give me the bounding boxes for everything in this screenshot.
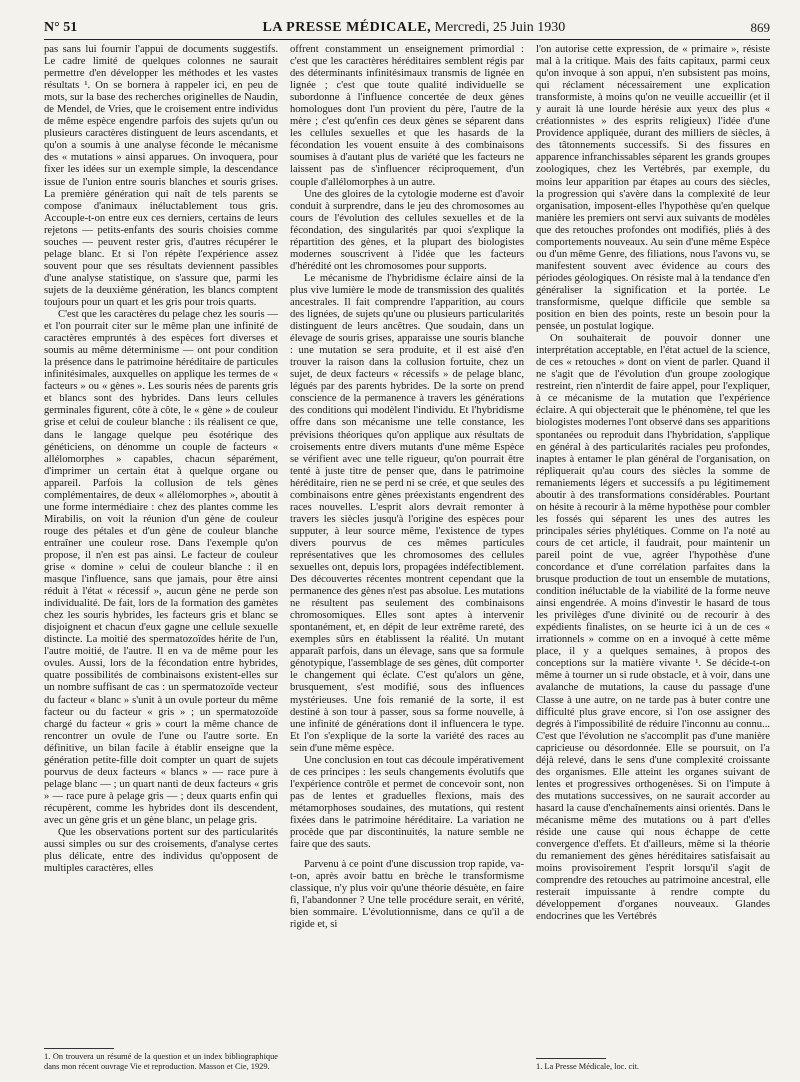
column-2 [290,44,524,1072]
column-3 [536,44,770,1072]
paragraph: Une conclusion en tout cas découle impérativement de ces principes : les seuls changements évolutifs que l'expérience contrôle et permet de concevoir sont, non pas de lentes et graduelles flexions, mais des métamorphoses soudaines, des mutations, qui restent fixées dans le patrimoine héréditaire. La variation ne procède que par discontinuités, la nature semble ne faire que des sauts. [290,754,524,851]
issue-date: Mercredi, 25 Juin 1930 [434,20,566,35]
column-3-body [536,44,770,1052]
paragraph: Le mécanisme de l'hybridisme éclaire ainsi de la plus vive lumière le mode de transmission des qualités ancestrales. Il fait comprendre l'apparition, au cours des lignées, de sujets qu'une ou plusieurs particularités distinguent de leurs ancêtres. Que soudain, dans un élevage de souris grises, apparaisse une souris blanche : une mutation se sera produite, et il est aisé d'en trouver la raison dans la collusion fortuite, chez un sujet, de deux facteurs « récessifs » de pelage blanc, légués par des parents hybrides. De la sorte on prend conscience de la permanence à travers les générations des conditions qui modèlent l'individu. Et l'hybridisme offre dans son mécanisme une telle constance, les prévisions théoriques qu'on applique aux résultats de croisements entre divers mutants d'une même Espèce se vérifient avec une telle rigueur, qu'on pourrait être tenté à juste titre de penser que, dans le patrimoine héréditaire, rien ne se perd ni se crée, et que seules des combinaisons entre gènes préexistants engendrent des races nouvelles. L'esprit alors devrait remonter à travers les siècles jusqu'à l'origine des espèces pour supputer, à leur source même, l'existence de types divers pourvus de ces mêmes particules représentatives que les chromosomes des cellules sexuelles ont, depuis lors, propagées indéfectiblement. Des découvertes récentes montrent cependant que la permanence des gènes n'est pas absolue. Les mutations ne résultent pas seulement des combinaisons chromosomiques. Elles sont aptes à intervenir spontanément, et, en dépit de leur extrême rareté, des exemples sûrs en établissent la réalité. Un mutant apparaît parfois, dans un élevage, sans que sa formule génotypique, l'assemblage de ses gènes, dût comporter le changement qui éclate. C'est qu'alors un gène, brusquement, s'est modifié, sous des influences mystérieuses. Une fois remanié de la sorte, il est destiné à son tour à passer, sous sa forme nouvelle, à une infinité de générations dont il influencera le type. Et l'on s'explique de la sorte la variété des races au sein d'une même espèce. [290,272,524,754]
paragraph: pas sans lui fournir l'appui de documents suggestifs. Le cadre limité de quelques colonnes ne saurait permettre d'en développer les méthodes et les vastes résultats ¹. On se bornera à rappeler ici, en peu de mots, sur la base des recherches originelles de Naudin, de Mendel, de Vries, que le croisement entre individus de même espèce engendre parfois des sujets qu'un ou plusieurs caractères distinguent de leurs ascendants, et qu'on a soumis à une analyse féconde le mécanisme des « mutations » ainsi apparues. On invoquera, pour fixer les idées sur un exemple simple, la descendance issue de l'union entre souris blanches et souris grises. La première génération qui naît de tels parents se compose d'animaux inéluctablement tous gris. Accouple-t-on entre eux ces derniers, certains de leurs rejetons — petits-enfants des souris choisies comme souches — peuvent rester gris, d'autres récupérer le pelage blanc. Et si l'on répète l'expérience assez souvent pour que ses résultats deviennent passibles d'une analyse statistique, on s'assure que, parmi les sujets de la deuxième génération, les blancs comptent toujours pour un quart et les gris pour trois quarts. [44,44,278,308]
running-header [44,14,770,40]
column-1-body [44,44,278,1042]
journal-masthead [262,20,565,36]
paragraph: Parvenu à ce point d'une discussion trop rapide, va-t-on, après avoir battu en brèche le transformisme classique, n'y plus voir qu'une théorie désuète, en faire fi, l'abandonner ? Une telle procédure serait, en vérité, bien sommaire. L'évolutionnisme, dans ce qu'il a de rigide et, si [290,859,524,931]
paragraph: Que les observations portent sur des particularités aussi simples ou sur des croisements, d'analyse certes plus délicate, entre des individus qu'opposent de multiples caractères, elles [44,827,278,875]
paragraph: l'on autorise cette expression, de « primaire », résiste mal à la critique. Mais des faits capitaux, parmi ceux qu'on invoque à son appui, n'en subsistent pas moins, qui réclament nécessairement une explication transformiste, à moins qu'on ne veuille accueillir (et il y aurait là une lourde hérésie aux yeux des plus « créationnistes » des esprits religieux) l'idée d'une Providence appliquée, durant des milliers de siècles, à des tâtonnements successifs. Si des fissures en apparence infranchissables séparent les grands groupes zoologiques, chez les Vertébrés, par exemple, du moins leur apparition par étapes au cours des siècles, la progression qui s'avère dans la complexité de leur organisation, imposent-elles l'hypothèse qu'en quelque manière les premiers ont servi aux suivants de modèles que des retouches profondes ont modifiés, pliés à des comportements nouveaux. Au sein d'une même Espèce ou d'un même Genre, des filiations, nous l'avons vu, se manifestent souvent avec évidence au cours des périodes géologiques. On résiste mal à la tendance d'en généraliser la signification et la portée. Le transformisme, quelque difficile que semble sa position en bien des points, reste un besoin pour la pensée, un postulat logique. [536,44,770,333]
paragraph: Une des gloires de la cytologie moderne est d'avoir conduit à surprendre, dans le jeu des chromosomes au cours de l'évolution des cellules sexuelles et de la fécondation, des singularités par quoi s'explique la répartition des gènes, et la plupart des biologistes modernes souscrivent à l'idée que les facteurs d'hérédité ont les chromosomes pour supports. [290,188,524,272]
paragraph: On souhaiterait de pouvoir donner une interprétation acceptable, en l'état actuel de la science, de ces « retouches » dont on vient de parler. Quand il ne s'agit que de l'évolution d'un groupe zoologique restreint, rien n'interdit de faire appel, pour l'expliquer, à ce mécanisme de la mutation que l'expérience éclaire. A qui objecterait que le phénomène, tel que les biologistes modernes l'ont observé dans ses apparitions spontanées ou reproduit dans l'hybridation, s'applique en général à des particularités raciales peu profondes, inaptes à entamer le plan général de l'organisation, on répliquerait qu'au cours des siècles la somme de remaniements légers et successifs a pu légitimement aboutir à des transformations considérables. Pourtant on hésite à recourir à la même hypothèse pour combler les fossés qui séparent les unes des autres les principales séries phylétiques. Comme on l'a noté au cours de cet article, il faudrait, pour maintenir un pareil point de vue, agréer l'hypothèse d'une concordance et d'une corrélation parfaites dans la brusque production de tout un ensemble de mutations, condition inéluctable de la viabilité de la forme neuve ainsi engendrée. A moins d'investir le hasard de tous les privilèges d'une divinité ou de recourir à des expédients finalistes, on se heurte ici à un de ces « irrationnels » comme on en a invoqué à cette même place, il y a quelques semaines, à propos des conceptions sur la matière vivante ¹. Se décide-t-on même à tourner un si rude obstacle, et à voir, dans une avalanche de mutations, la cause du passage d'une Classe à une autre, on ne tarde pas à buter contre une difficulté plus grave encore, si l'on ose assigner des degrés à l'impossibilité de réduire l'inconnu au connu... C'est que l'évolution ne s'accomplit pas d'une manière capricieuse ou désordonnée. Elle se poursuit, on l'a déjà relevé, dans le sens d'une complexité croissante des organismes. Elle atteint les organes suivant de lentes et progressives orthogenèses. Si on l'impute à des mutations successives, on ne saurait accorder au hasard la cause d'enchaînements ainsi orientés. Dans le mécanisme même des mutations ou à part d'elles réside une cause qui nous échappe de cette convergence d'effets. Et d'ailleurs, même si la théorie du remaniement des gènes héréditaires satisfaisait au moins provisoirement l'esprit lorsqu'il s'agit de comprendre des retouches au patrimoine ancestral, elle resterait impuissante à rendre compte du développement d'organes nouveaux. Glandes endocrines que les Vertébrés [536,333,770,923]
journal-title: LA PRESSE MÉDICALE, [262,20,432,35]
text-columns [44,44,770,1072]
footnote-rule [536,1058,606,1059]
paragraph: offrent constamment un enseignement primordial : c'est que les caractères héréditaires semblent régis par des déterminants infinitésimaux transmis de lignée en lignée ; c'est que toute qualité individuelle se subordonne à l'influence concertée de deux gènes homologues dont l'un provient du père, l'autre de la mère ; c'est qu'enfin ces deux gènes se séparent dans les cellules sexuelles et que les hasards de la fécondation les vouent ensuite à des combinaisons soumises à d'autant plus de variété que les facteurs ne laissent pas de s'influencer réciproquement, d'un couple d'allélomorphes à un autre. [290,44,524,188]
column-1 [44,44,278,1072]
footnote-rule [44,1048,114,1049]
footnote: 1. La Presse Médicale, loc. cit. [536,1062,640,1071]
section-gap [290,851,524,859]
paragraph: C'est que les caractères du pelage chez les souris — et l'on pourrait citer sur le même plan une infinité de caractères empruntés à des espèces fort diverses et soumis au même déterminisme — ont pour condition la présence dans le patrimoine héréditaire de particules infinitésimales, auxquelles on applique les termes de « facteurs » ou « gènes ». Les souris nées de parents gris et blancs sont des hybrides. Dans leurs cellules germinales figurent, côte à côte, le « gène » de couleur grise et celui de couleur blanche : ils réalisent ce que, dans le langage quelque peu ésotérique des généticiens, on dénomme un couple de facteurs « allélomorphes » capables, chacun séparément, d'imprimer un certain état à quelque organe ou appareil. Parfois la collusion de tels gènes complémentaires, de deux « allélomorphes », aboutit à une forme intermédiaire : chez des plantes comme les Mirabilis, on voit la réunion d'un gène de couleur rouge des pétales et d'un gène de couleur blanche entraîner une couleur rose. Dans l'exemple qu'on propose, il n'en est pas ainsi. Le facteur de couleur grise « domine » celui de couleur blanche : il en masque l'influence, sans que jamais, pour être ainsi réduit à l'état « récessif », aucun gène ne perde son individualité. De fait, lors de la formation des gamètes chez les souris hybrides, les facteurs gris et blanc se disjoignent et chacun d'eux gagne une cellule sexuelle distincte. La moitié des spermatozoïdes hérite de l'un, l'autre moitié, de l'autre. Il en va de même pour les ovules. Aussi, lors de la fécondation entre hybrides, quatre possibilités de combinaisons existent-elles sur un nombre suffisant de cas : un spermatozoïde vecteur du facteur « blanc » s'unit à un ovule porteur du même facteur ou du facteur « gris » ; un spermatozoïde chargé du facteur « gris » court la même chance de rencontrer un ovule de l'une ou l'autre sorte. En définitive, un bilan facile à établir enseigne que la génération petite-fille doit compter un quart de sujets pourvus de deux facteurs « blancs » — race pure à pelage blanc — ; un quart nanti de deux facteurs « gris » — race pure à pelage gris — ; deux quarts enfin qui récupèrent, comme les hybrides dont ils descendent, avec un gène gris et un gène blanc, un pelage gris. [44,309,278,826]
footnote: 1. On trouvera un résumé de la question et un index bibliographique dans mon récent ouvrage Vie et reproduction. Masson et Cie, 1929. [44,1052,278,1071]
column-2-body [290,44,524,1072]
issue-number: N° 51 [44,20,78,35]
page-number: 869 [750,20,770,35]
